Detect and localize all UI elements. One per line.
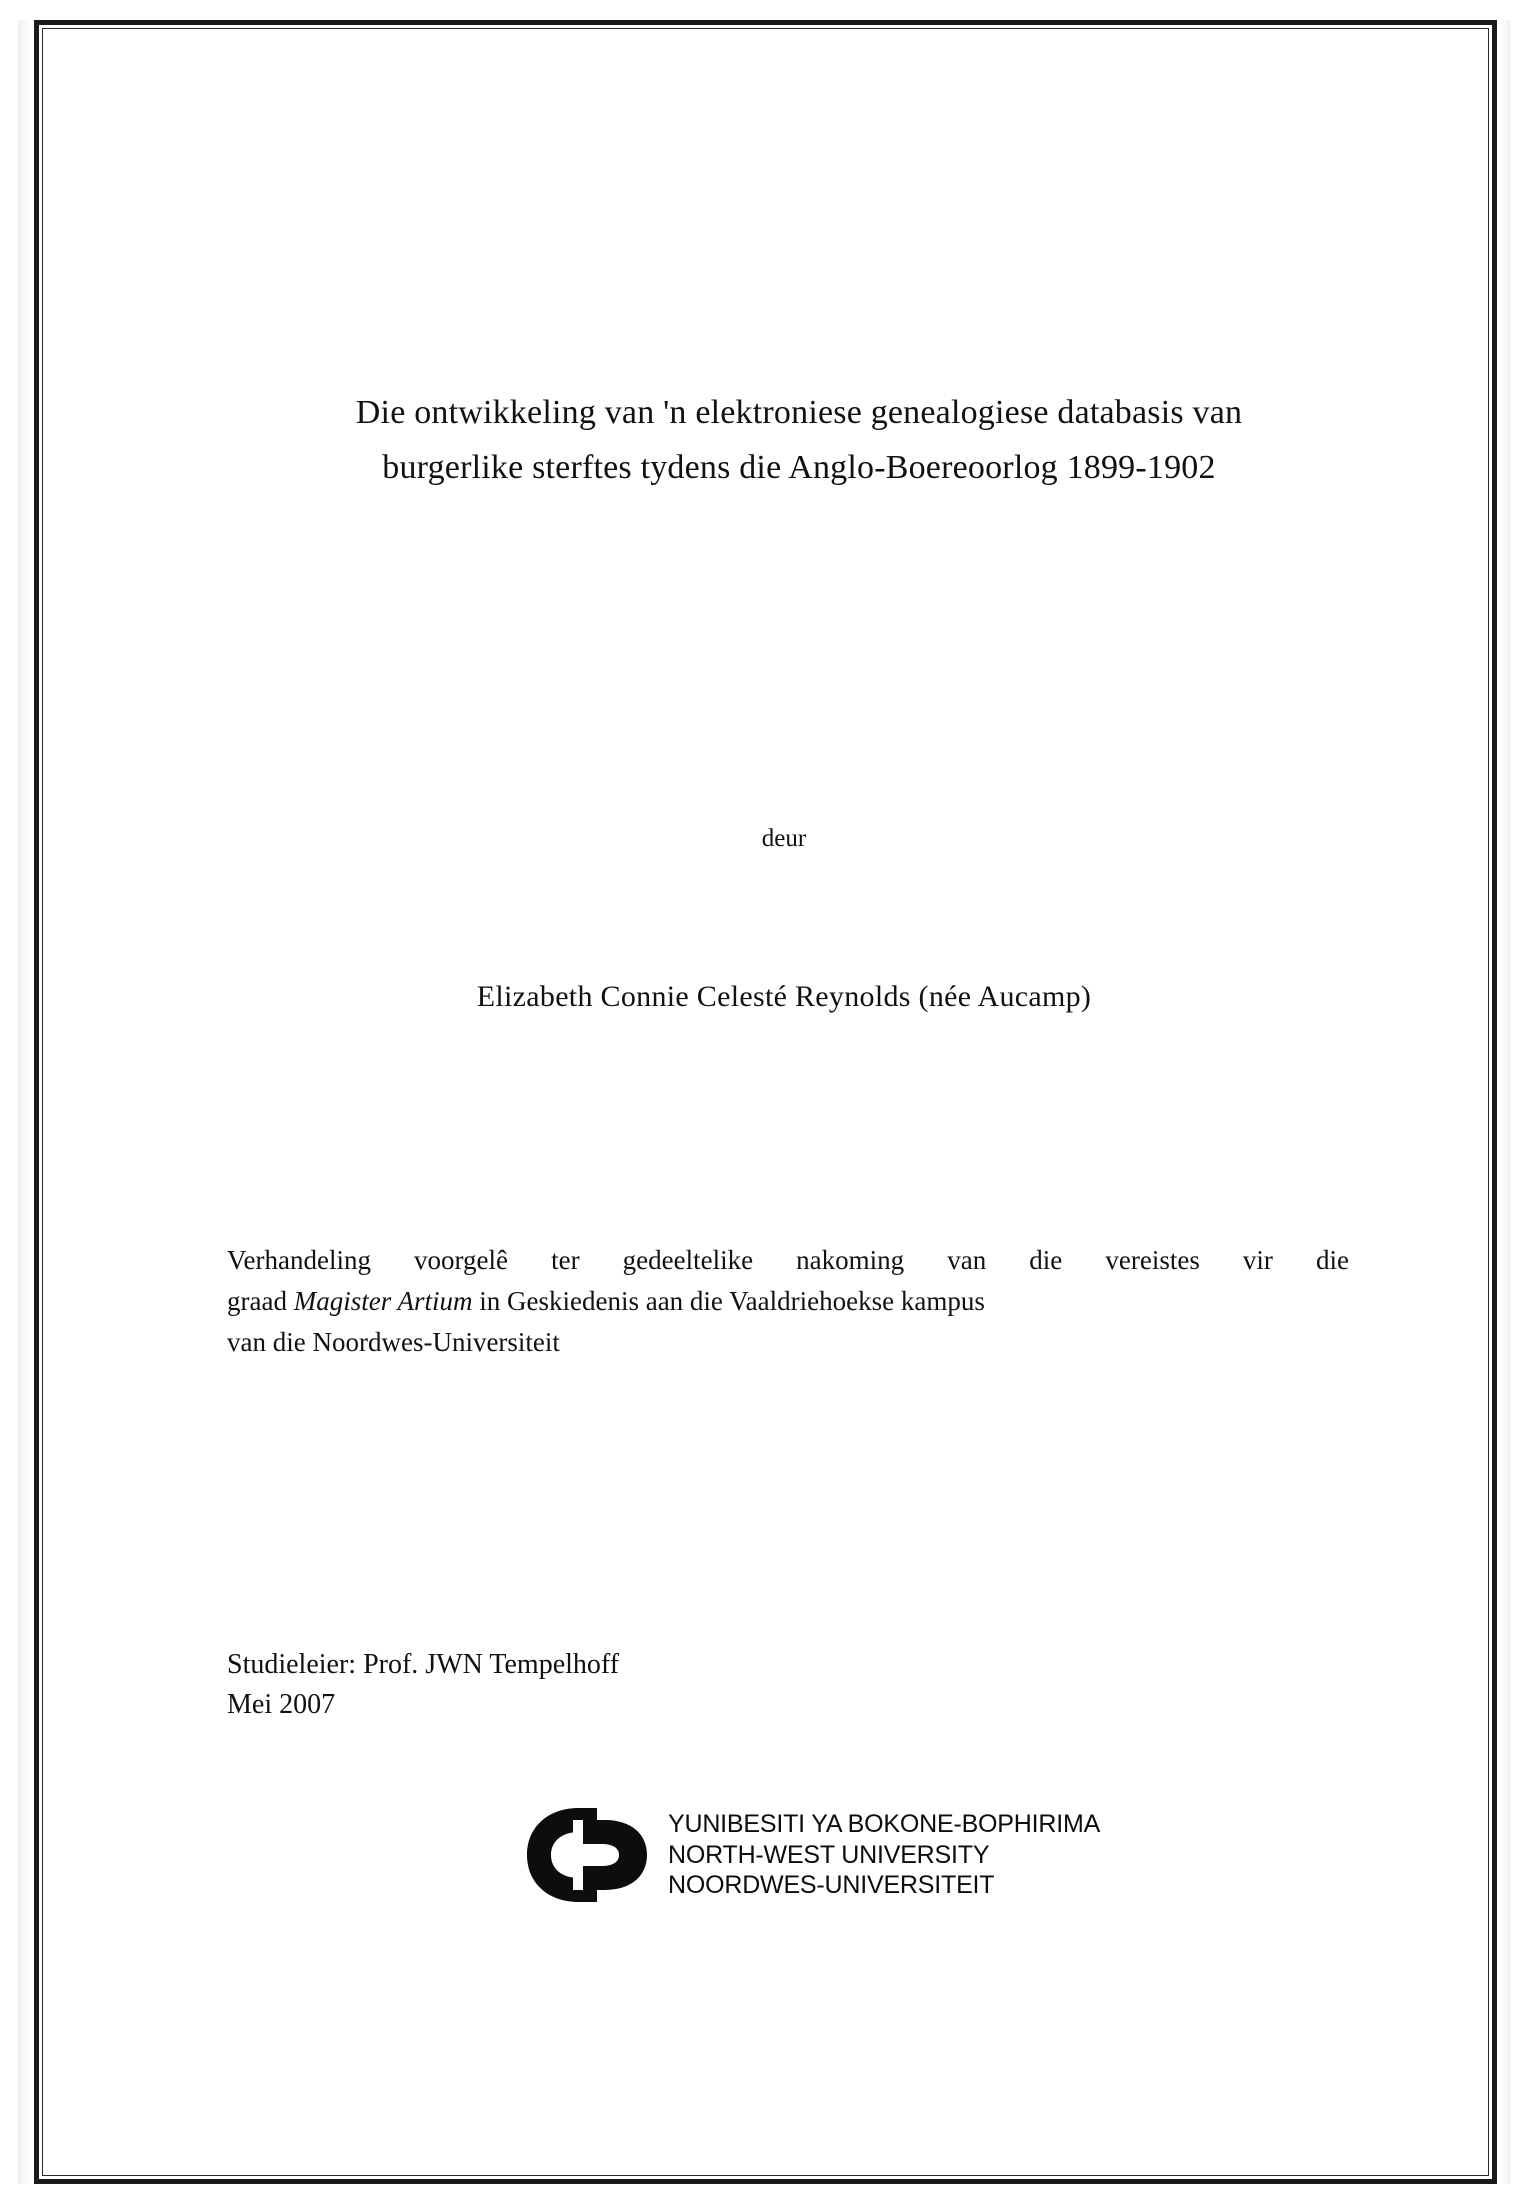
degree-name: Magister Artium (293, 1286, 473, 1317)
university-logo-icon (519, 1800, 654, 1910)
degree-statement-line-3: van die Noordwes-Universiteit (227, 1327, 560, 1358)
university-logo-text (668, 1809, 1100, 1901)
supervisor-line: Studieleier: Prof. JWN Tempelhoff (227, 1649, 620, 1680)
degree-statement-line-2-prefix: graad (227, 1286, 294, 1317)
scan-edge-shadow-left (18, 20, 30, 2184)
supervisor-block (227, 1645, 1127, 1725)
degree-statement-line-2-suffix: in Geskiedenis aan die Vaaldriehoekse kampus (472, 1286, 985, 1317)
date-line: Mei 2007 (227, 1688, 336, 1720)
title-line-2: burgerlike sterftes tydens die Anglo-Boereoorlog 1899-1902 (382, 449, 1216, 487)
title-line-1: Die ontwikkeling van 'n elektroniese genealogiese databasis van (355, 394, 1243, 431)
degree-statement-line-2 (227, 1281, 1349, 1322)
title-page-content (189, 25, 1409, 2179)
author-name: Elizabeth Connie Celesté Reynolds (née Aucamp) (476, 980, 1092, 1013)
page-title (219, 385, 1379, 495)
university-logo-line-1: YUNIBESITI YA BOKONE-BOPHIRIMA (668, 1810, 1101, 1839)
university-logo-line-3: NOORDWES-UNIVERSITEIT (668, 1871, 995, 1900)
degree-statement (227, 1240, 1349, 1363)
degree-statement-line-1: Verhandeling voorgelê ter gedeeltelike nakoming van die vereistes vir die (227, 1245, 1349, 1275)
university-logo (519, 1800, 1279, 1910)
scan-edge-shadow-right (1499, 20, 1511, 2184)
byline-label: deur (761, 825, 807, 852)
university-logo-line-2: NORTH-WEST UNIVERSITY (668, 1840, 990, 1869)
page-border-frame (34, 20, 1497, 2184)
